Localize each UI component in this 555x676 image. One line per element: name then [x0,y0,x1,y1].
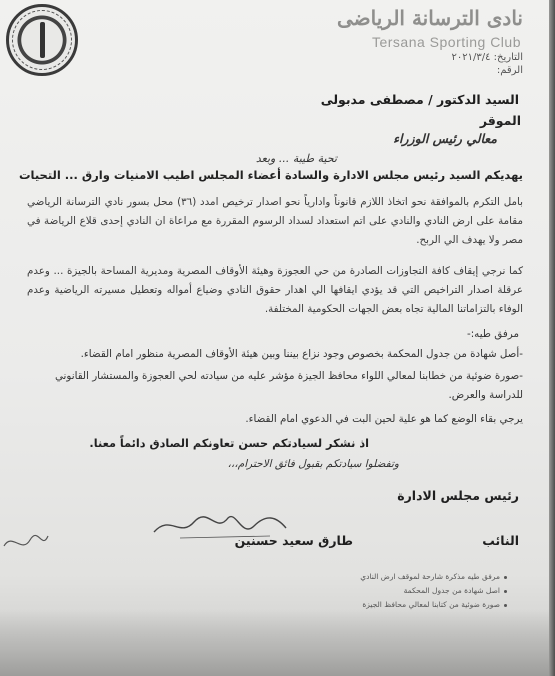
page-edge-shadow [549,0,555,676]
attachments-label: مرفق طيه:- [467,328,519,340]
enclosure-item: اصل شهادة من جدول المحكمة [404,586,507,595]
honorific-line: الموقر [479,113,521,128]
recipient-title: معالي رئيس الوزراء [393,131,497,146]
signatory-name: طارق سعيد حسنين [234,533,353,548]
bullet-icon [504,590,507,593]
body-paragraph-2: كما نرجي إيقاف كافة التجاوزات الصادرة من حي العجوزة وهيئة الأوقاف المصرية ومديرية المساحة بالجيزة ... وعدم عرقلة اصدار التراخيص التي قد يؤدي ايقافها الي اهدار حقوق النادي وضياع أمواله وتعطيل مسيرته الرياضية وعدم الوفاء بالتزاماتنا المالية تجاه بعض الجهات الحكومية المختلفة. [27,265,523,315]
signatory-title: رئيس مجلس الادارة [397,488,519,503]
attachment-item-2: -صورة ضوئية من خطابنا لمعالي اللواء محافظ الجيزة مؤشر عليه من سيادته لحي العجوزة والمستشار القانوني للدراسة والعرض. [54,370,523,401]
closing-request: يرجي بقاء الوضع كما هو علية لحين البت في الدعوي امام القضاء. [245,413,523,425]
seal-ring [12,10,72,70]
signatory-role: النائب [482,533,519,548]
club-name-english: Tersana Sporting Club [371,34,521,50]
handwritten-mark [0,528,50,558]
reference-line: الرقم: [496,65,523,76]
bullet-icon [504,604,507,607]
bullet-icon [504,576,507,579]
attachment-item-1: -أصل شهادة من جدول المحكمة بخصوص وجود نزاع بيننا وبين هيئة الأوقاف المصرية منظور امام القضاء. [80,348,523,360]
subject-line: يهديكم السيد رئيس مجلس الادارة والسادة أعضاء المجلس اطيب الامنيات وارق ... التحيات [18,168,523,182]
body-paragraph-1: بامل التكرم بالموافقة نحو اتخاذ اللازم قانوناً وادارياً نحو اصدار ترخيص امدد (٣٦) محل بسور نادي الترسانة الرياضي مقامة على ارض النادي والنادي على اتم استعداد لسداد الرسوم المقررة مع مراعاة ان النادي إحدى قلاع الرياضة في مصر ولا يهدف الي الربح. [27,196,524,246]
regards-line: وتفضلوا سيادتكم بقبول فائق الاحترام،،، [227,458,399,470]
letterhead-footer [0,610,549,676]
thanks-line: اذ نشكر لسيادتكم حسن تعاونكم الصادق دائماً معنا. [89,437,369,450]
date-line: التاريخ: ٢٠٢١/٣/٤ [451,52,523,63]
greeting-line: تحية طيبة ... وبعد [255,152,337,165]
enclosure-item: مرفق طيه مذكرة شارحة لموقف ارض النادي [360,572,507,581]
enclosure-item: صورة ضوئية من كتابنا لمعالي محافظ الجيزة [362,600,507,609]
club-name-arabic: نادى الترسانة الرياضى [336,6,523,30]
addressee-line: السيد الدكتور / مصطفى مدبولى [320,92,519,107]
